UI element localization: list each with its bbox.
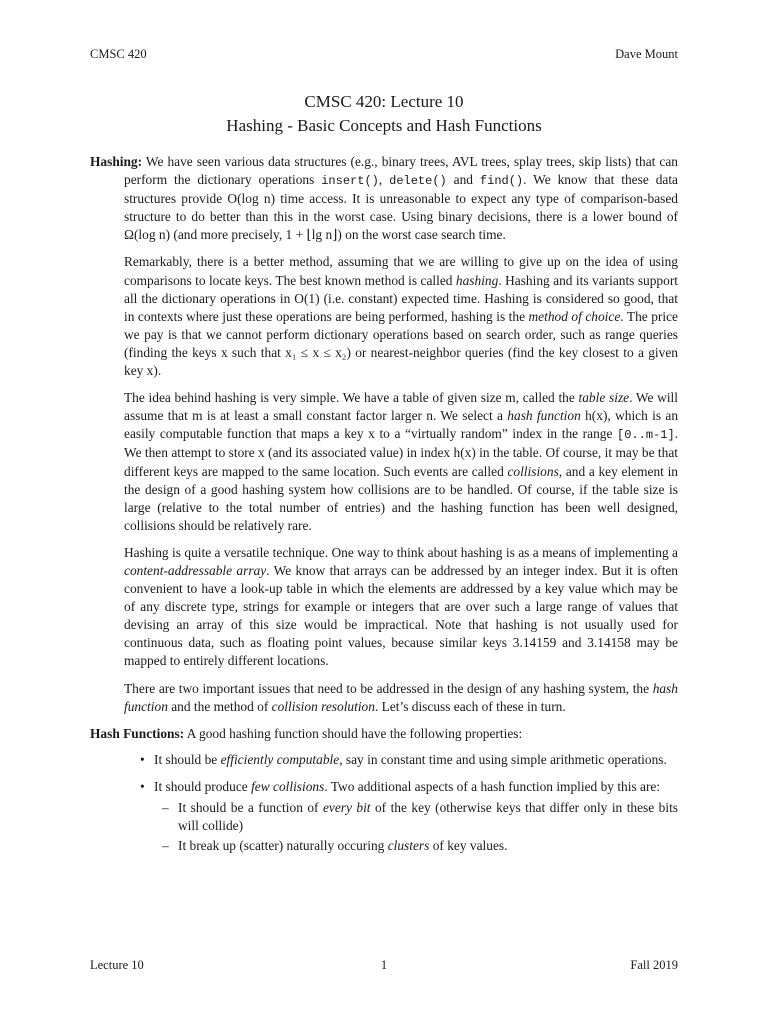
body-text	[90, 153, 678, 864]
title-line-2: Hashing - Basic Concepts and Hash Functions	[226, 116, 542, 135]
text-run: Hashing is quite a versatile technique. One way to think about hashing is as a means of implementing a	[124, 544, 678, 560]
title-line-1: CMSC 420: Lecture 10	[304, 92, 464, 111]
emphasis: table size	[578, 390, 630, 406]
text-run: . We know that these data structures provide O(log n) time access. It is unreasonable to expect any type of comparison-based structure to do better than this in the worst case. Using binary decisions, there is a lower bound of Ω(log n) (and more precisely, 1 + ⌊lg n⌋) on the worst case search time.	[124, 172, 679, 243]
page-number: 1	[380, 958, 388, 972]
text-run: It break up (scatter) naturally occuring	[178, 838, 388, 854]
text-run: It should be a function of	[178, 800, 323, 815]
text-run: of key values.	[429, 838, 508, 854]
hash-functions-heading: Hash Functions:	[90, 725, 185, 741]
emphasis: collisions	[507, 463, 559, 479]
hashing-paragraph-4	[90, 544, 678, 671]
text-run: , and a key element in the design of a good hashing system how collisions are to be handled. Of course, if the table size is large (relative to the total number of entries) and the hashing function has been well designed, collisions should be relatively rare.	[124, 463, 678, 533]
bullet-icon: •	[140, 751, 145, 767]
text-run: . We then attempt to store x (and its associated value) in index h(x) in the table. Of course, it may be that different keys are mapped to the same location. Such events are called	[124, 426, 678, 479]
header-course: CMSC 420	[90, 47, 147, 61]
text-run: Remarkably, there is a better method, assuming that we are willing to give up on the idea of using comparisons to locate keys. The best known method is called	[124, 254, 678, 288]
code-range: [0..m-1]	[617, 428, 675, 443]
text-run: It should be	[154, 751, 221, 767]
emphasis: content-addressable array	[124, 562, 267, 578]
emphasis: hashing	[455, 272, 499, 288]
text-run: . Two additional aspects of a hash function implied by this are:	[324, 778, 661, 794]
footer-term: Fall 2019	[630, 958, 678, 972]
hashing-paragraph-1	[90, 153, 678, 244]
text-run: . Let’s discuss each of these in turn.	[374, 698, 566, 714]
list-item	[140, 778, 678, 855]
lecture-title	[90, 90, 678, 138]
sub-list-item	[162, 837, 678, 855]
text-run: . We know that arrays can be addressed by an integer index. But it is often convenient to have a look-up table in which the elements are addressed by a key value which may be of any discrete type, strings for example or integers that are over such a large range of values that devising an array of this size would be impractical. Note that hashing is not usually used for continuous data, such as floating point values, because similar keys 3.14159 and 3.14158 may be mapped to entirely different locations.	[124, 562, 679, 669]
text-run: A good hashing function should have the following properties:	[186, 725, 523, 741]
dash-icon: –	[162, 838, 169, 854]
footer-lecture: Lecture 10	[90, 958, 144, 972]
hashing-paragraph-5	[90, 680, 678, 716]
text-run: h(x), which is an easily computable function that maps a key x to a “virtually random” index in the range	[124, 408, 679, 442]
emphasis: method of choice	[528, 308, 621, 324]
hash-functions-paragraph	[90, 725, 678, 856]
sub-list-item	[162, 799, 678, 835]
text-run: . We will assume that m is at least a small constant factor larger n. We select a	[124, 390, 678, 424]
emphasis: efficiently computable	[220, 751, 340, 767]
text-run: The idea behind hashing is very simple. We have a table of given size m, called the	[124, 390, 579, 406]
emphasis: hash function	[124, 680, 678, 714]
text-run: . Hashing and its variants support all the dictionary operations in O(1) (i.e. constant) expected time. Hashing is considered so good, that in contexts where just these operations are being performed, hashing is the	[124, 272, 678, 324]
code-delete: delete()	[389, 174, 447, 189]
emphasis: every bit	[322, 800, 371, 815]
header-author: Dave Mount	[615, 47, 678, 61]
text-run: of the key (otherwise keys that differ only in these bits will collide)	[178, 800, 678, 834]
list-item	[140, 751, 678, 769]
hashing-heading: Hashing:	[90, 154, 143, 169]
emphasis: few collisions	[251, 778, 325, 794]
code-insert: insert()	[321, 174, 379, 189]
emphasis: collision resolution	[271, 698, 375, 714]
emphasis: clusters	[387, 838, 430, 854]
dash-icon: –	[162, 800, 169, 815]
text-run: , say in constant time and using simple arithmetic operations.	[339, 751, 667, 767]
text-run: ,	[378, 172, 390, 188]
text-run: and the method of	[167, 698, 272, 714]
text-run: There are two important issues that need to be addressed in the design of any hashing system, the	[124, 680, 653, 696]
text-run: . The price we pay is that we cannot perform dictionary operations based on search order, such as range queries (finding the keys x such that x₁ ≤ x ≤ x₂) or nearest-neighbor queries (find the key closest to a given key x).	[124, 308, 678, 379]
hashing-paragraph-2	[90, 253, 678, 380]
emphasis: hash function	[507, 408, 581, 424]
text-run: It should produce	[154, 778, 252, 794]
text-run: and	[446, 172, 480, 188]
sub-list	[154, 799, 678, 855]
bullet-icon: •	[140, 778, 145, 794]
code-find: find()	[479, 174, 524, 189]
hashing-paragraph-3	[90, 389, 678, 535]
text-run: We have seen various data structures (e.g., binary trees, AVL trees, splay trees, skip lists) that can perform the dictionary operations	[124, 154, 679, 188]
property-list	[90, 751, 678, 855]
